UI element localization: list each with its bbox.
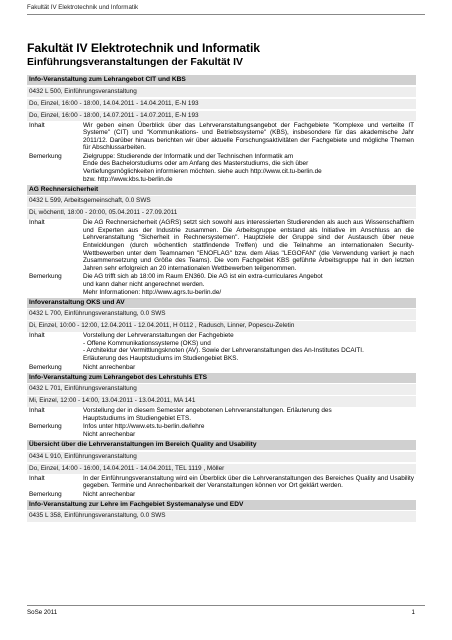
detail-text (83, 219, 414, 272)
detail-text-line: Nicht anrechenbar (83, 490, 136, 498)
detail-text-line: - Offene Kommunikationssysteme (OKS) und (83, 339, 211, 347)
detail-label: Bemerkung (29, 273, 62, 281)
detail-row (27, 152, 416, 183)
detail-text-line: und kann daher nicht angerechnet werden. (83, 281, 205, 288)
footer-semester: SoSe 2011 (27, 609, 58, 616)
detail-text (83, 364, 414, 372)
course-list (27, 74, 416, 522)
footer-divider (27, 605, 425, 606)
page-title: Fakultät IV Elektrotechnik und Informatik (27, 41, 260, 55)
detail-row (27, 423, 416, 439)
detail-text (83, 475, 414, 490)
header-divider (27, 14, 425, 15)
course-meta-row: Mi, Einzel, 12:00 - 14:00, 13.04.2011 - 13.04.2011, MA 141 (27, 396, 416, 407)
course-meta-row: Di, wöchentl, 18:00 - 20:00, 05.04.2011 - 27.09.2011 (27, 208, 416, 219)
detail-text (83, 153, 414, 183)
section-heading: Info-Veranstaltung zum Lehrangebot CIT und KBS (27, 75, 416, 85)
detail-label: Inhalt (29, 407, 45, 415)
course-meta-row: 0432 L 599, Arbeitsgemeinschaft, 0.0 SWS (27, 196, 416, 207)
detail-text-line: Nicht anrechenbar (83, 363, 136, 371)
detail-text-line: In der Einführungsveranstaltung wird ein Überblick über die Lehrveranstaltungen des Bereiches Quality and Usability gegeben. Termine und Anrechenbarkeit der Veranstaltungen können vor Ort geklärt werden. (83, 474, 414, 490)
section-heading: Infoveranstaltung OKS und AV (27, 298, 416, 308)
detail-label: Bemerkung (29, 152, 62, 160)
detail-text-line: Vertiefungsmöglichkeiten informieren möchten. siehe auch http://www.cit.tu-berlin.de (83, 168, 322, 176)
detail-text-line: Wir geben einen Überblick über das Lehrveranstaltungsangebot der Fachgebiete "Komplexe und verteilte IT Systeme" (CIT) und "Kommunikations- und Betriebssysteme" (KBS), insbesondere für das akademische Jahr 2011/12. Darüber hinaus berichten wir über aktuelle Forschungsaktivitäten der Fachgebiete und mögliche Themen für Abschlussarbeiten. (83, 121, 414, 152)
section-heading: Info-Veranstaltung zum Lehrangebot des Lehrstuhls ETS (27, 373, 416, 383)
course-meta-row: Do, Einzel, 16:00 - 18:00, 14.04.2011 - 14.04.2011, E-N 193 (27, 99, 416, 110)
detail-text-line: Nicht anrechenbar (83, 430, 136, 438)
course-meta-row: Do, Einzel, 16:00 - 18:00, 14.07.2011 - 14.07.2011, E-N 193 (27, 111, 416, 122)
detail-text-line: Vorstellung der Lehrveranstaltungen der Fachgebiete (83, 332, 234, 340)
detail-row (27, 332, 416, 363)
detail-text-line: - Architektur der Vermittlungsknoten (AV). Sowie der Lehrveranstaltungen des An-Institutes DCAITI. (83, 347, 364, 355)
detail-text-line: Hauptstudiums im Studiengebiet ETS. (83, 414, 191, 422)
detail-text (83, 407, 414, 422)
detail-label: Inhalt (29, 219, 45, 227)
detail-text-line: Ende des Bachelorstudiums oder am Anfang des Masterstudiums, die sich über (83, 160, 309, 168)
detail-text-line: Mehr Informationen: http://www.agrs.tu-berlin.de/ (83, 288, 222, 296)
section-heading: AG Rechnersicherheit (27, 185, 416, 195)
detail-label: Inhalt (29, 474, 45, 482)
section-heading: Übersicht über die Lehrveranstaltungen im Bereich Quality and Usability (27, 440, 416, 450)
detail-text (83, 491, 414, 499)
detail-text-line: Infos unter http://www.ets.tu-berlin.de/lehre (83, 423, 205, 431)
section-heading: Info-Veranstaltung zur Lehre im Fachgebiet Systemanalyse und EDV (27, 500, 416, 510)
detail-text (83, 273, 414, 296)
course-meta-row: 0432 L 701, Einführungsveranstaltung (27, 384, 416, 395)
footer-page-number: 1 (411, 609, 415, 616)
detail-row (27, 273, 416, 297)
detail-text (83, 122, 414, 152)
detail-label: Inhalt (29, 332, 45, 340)
detail-text-line: Zielgruppe: Studierende der Informatik und der Technischen Informatik am (83, 152, 294, 160)
course-meta-row: Di, Einzel, 10:00 - 12:00, 12.04.2011 - 12.04.2011, H 0112 , Radusch, Linner, Popescu-Zeletin (27, 321, 416, 332)
detail-row (27, 219, 416, 273)
detail-label: Bemerkung (29, 363, 62, 371)
detail-text-line: bzw. http://www.kbs.tu-berlin.de (83, 175, 173, 183)
detail-text-line: Vorstellung der in diesem Semester angebotenen Lehrveranstaltungen. Erläuterung des (83, 407, 332, 415)
detail-row (27, 363, 416, 372)
course-meta-row: 0432 L 500, Einführungsveranstaltung (27, 87, 416, 98)
detail-label: Bemerkung (29, 490, 62, 498)
detail-row (27, 490, 416, 499)
running-header: Fakultät IV Elektrotechnik und Informatik (27, 4, 139, 11)
course-meta-row: 0434 L 910, Einführungsveranstaltung (27, 452, 416, 463)
detail-text-line: Die AG trifft sich ab 18:00 im Raum EN360. Die AG ist ein extra-curriculares Angebot (83, 273, 323, 281)
detail-text-line: Erläuterung des Hauptstudiums im Studiengebiet BKS. (83, 354, 239, 362)
course-meta-row: 0435 L 358, Einführungsveranstaltung, 0.0 SWS (27, 511, 416, 522)
detail-label: Inhalt (29, 121, 45, 129)
course-meta-row: Do, Einzel, 14:00 - 16:00, 14.04.2011 - 14.04.2011, TEL 1119 , Möller (27, 464, 416, 475)
page-subtitle: Einführungsveranstaltungen der Fakultät IV (27, 57, 243, 68)
detail-row (27, 121, 416, 152)
detail-text-line: Die AG Rechnersicherheit (AGRS) setzt sich sowohl aus interessierten Studierenden als auch aus Wissenschaftlern und Experten aus der Industrie zusammen. Die Arbeitsgruppe entstand als Initiative im Anschluss an die Lehrveranstaltung "Sicherheit in Rechnersystemen". Hauptziele der Gruppe sind der Austausch über neue Entwicklungen (durch wöchentlich stattfindende Treffen) und die Teilnahme an internationalen Security-Wettbewerben unter dem Teamnamen "ENOFLAG" bzw. dem Alias "LEGOFAN" (die Verwendung variiert je nach Zusammensetzung und Größe des Teams). Die vom Fachgebiet KBS geführte Arbeitsgruppe hat in den letzten Jahren sehr erfolgreich an 20 internationalen Wettbewerben teilgenommen. (83, 219, 414, 272)
detail-row (27, 407, 416, 423)
detail-row (27, 474, 416, 490)
detail-label: Bemerkung (29, 423, 62, 431)
detail-text (83, 423, 414, 438)
course-meta-row: 0432 L 700, Einführungsveranstaltung, 0.0 SWS (27, 309, 416, 320)
detail-text (83, 332, 414, 362)
